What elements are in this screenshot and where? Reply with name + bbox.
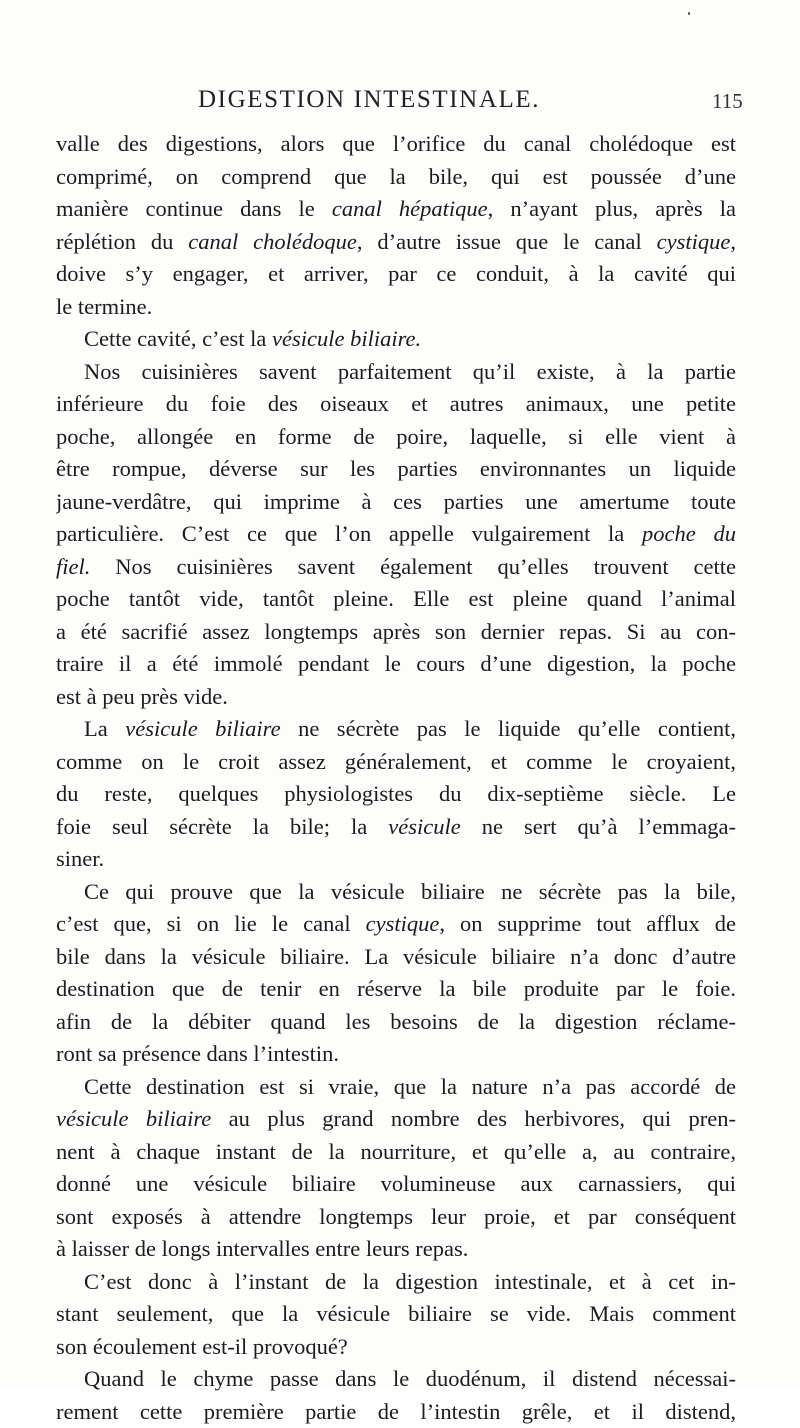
text-run: au plus grand nombre des herbivores, qui pren- bbox=[211, 1106, 736, 1131]
text-line bbox=[56, 193, 736, 226]
text-line bbox=[56, 1103, 736, 1136]
italic-term: vésicule biliaire. bbox=[272, 326, 421, 351]
text-line bbox=[56, 388, 736, 421]
italic-term: canal cholédoque bbox=[188, 229, 357, 254]
text-run: destination que de tenir en réserve la bile produite par le foie. bbox=[56, 976, 736, 1001]
italic-term: cystique bbox=[657, 229, 731, 254]
text-run: foie seul sécrète la bile; la bbox=[56, 814, 388, 839]
text-run: , n’ayant plus, après la bbox=[488, 196, 736, 221]
italic-term: cystique bbox=[366, 911, 440, 936]
paper-speck bbox=[688, 12, 690, 15]
text-line bbox=[56, 908, 736, 941]
text-line bbox=[56, 128, 736, 161]
text-run: poche, allongée en forme de poire, laquelle, si elle vient à bbox=[56, 424, 736, 449]
text-line bbox=[56, 486, 736, 519]
text-run: , on supprime tout afflux de bbox=[439, 911, 736, 936]
italic-term: canal hépatique bbox=[332, 196, 488, 221]
text-run: comprimé, on comprend que la bile, qui est poussée d’une bbox=[56, 164, 736, 189]
text-line bbox=[56, 778, 736, 811]
text-line bbox=[56, 1266, 736, 1299]
text-line bbox=[56, 1136, 736, 1169]
text-line bbox=[56, 291, 736, 324]
text-run: bile dans la vésicule biliaire. La vésicule biliaire n’a donc d’autre bbox=[56, 944, 736, 969]
text-run: Nos cuisinières savent également qu’elles trouvent cette bbox=[90, 554, 736, 579]
body-text bbox=[56, 128, 736, 1428]
text-line bbox=[56, 681, 736, 714]
italic-term: poche du bbox=[642, 521, 736, 546]
text-run: jaune-verdâtre, qui imprime à ces parties une amertume toute bbox=[56, 489, 736, 514]
page-number: 115 bbox=[712, 89, 743, 114]
text-run: a été sacrifié assez longtemps après son dernier repas. Si au con- bbox=[56, 619, 736, 644]
text-run: ront sa présence dans l’intestin. bbox=[56, 1041, 339, 1066]
italic-term: fiel. bbox=[56, 554, 90, 579]
italic-term: vésicule biliaire bbox=[125, 716, 280, 741]
text-run: stant seulement, que la vésicule biliaire se vide. Mais comment bbox=[56, 1301, 736, 1326]
text-run: le termine. bbox=[56, 294, 152, 319]
text-run: Ce qui prouve que la vésicule biliaire ne sécrète pas la bile, bbox=[84, 879, 736, 904]
text-line bbox=[56, 616, 736, 649]
text-line bbox=[56, 421, 736, 454]
text-run: afin de la débiter quand les besoins de la digestion réclame- bbox=[56, 1009, 736, 1034]
text-line bbox=[56, 843, 736, 876]
text-run: siner. bbox=[56, 846, 104, 871]
text-line bbox=[56, 1298, 736, 1331]
text-run: être rompue, déverse sur les parties environnantes un liquide bbox=[56, 456, 736, 481]
text-line bbox=[56, 876, 736, 909]
text-line bbox=[56, 1006, 736, 1039]
text-line bbox=[56, 518, 736, 551]
text-run: manière continue dans le bbox=[56, 196, 332, 221]
text-run: son écoulement est-il provoqué? bbox=[56, 1334, 348, 1359]
text-run: particulière. C’est ce que l’on appelle vulgairement la bbox=[56, 521, 642, 546]
text-line bbox=[56, 1233, 736, 1266]
text-line bbox=[56, 226, 736, 259]
text-line bbox=[56, 1168, 736, 1201]
text-line bbox=[56, 648, 736, 681]
text-line bbox=[56, 1201, 736, 1234]
text-run: comme on le croit assez généralement, et comme le croyaient, bbox=[56, 749, 736, 774]
text-line bbox=[56, 941, 736, 974]
text-line bbox=[56, 713, 736, 746]
text-line bbox=[56, 1396, 736, 1428]
text-line bbox=[56, 323, 736, 356]
text-run: Cette destination est si vraie, que la nature n’a pas accordé de bbox=[84, 1074, 736, 1099]
text-line bbox=[56, 973, 736, 1006]
text-run: donné une vésicule biliaire volumineuse aux carnassiers, qui bbox=[56, 1171, 736, 1196]
text-run: traire il a été immolé pendant le cours d’une digestion, la poche bbox=[56, 651, 736, 676]
text-run: C’est donc à l’instant de la digestion intestinale, et à cet in- bbox=[84, 1269, 736, 1294]
text-run: ne sert qu’à l’emmaga- bbox=[461, 814, 736, 839]
text-run: rement cette première partie de l’intestin grêle, et il distend, bbox=[56, 1399, 736, 1424]
text-run: du reste, quelques physiologistes du dix-septième siècle. Le bbox=[56, 781, 736, 806]
text-run: ne sécrète pas le liquide qu’elle contient, bbox=[281, 716, 736, 741]
running-title: DIGESTION INTESTINALE. bbox=[198, 86, 540, 114]
text-run: réplétion du bbox=[56, 229, 188, 254]
text-line bbox=[56, 356, 736, 389]
italic-term: vésicule bbox=[388, 814, 460, 839]
text-run: La bbox=[84, 716, 125, 741]
text-run: poche tantôt vide, tantôt pleine. Elle est pleine quand l’animal bbox=[56, 586, 736, 611]
text-run: à laisser de longs intervalles entre leurs repas. bbox=[56, 1236, 468, 1261]
text-run: doive s’y engager, et arriver, par ce conduit, à la cavité qui bbox=[56, 261, 736, 286]
text-line bbox=[56, 811, 736, 844]
text-line bbox=[56, 453, 736, 486]
text-run: c’est que, si on lie le canal bbox=[56, 911, 366, 936]
text-line bbox=[56, 1038, 736, 1071]
text-run: inférieure du foie des oiseaux et autres animaux, une petite bbox=[56, 391, 736, 416]
text-run: Cette cavité, c’est la bbox=[84, 326, 272, 351]
text-line bbox=[56, 161, 736, 194]
text-run: , d’autre issue que le canal bbox=[357, 229, 657, 254]
text-line bbox=[56, 258, 736, 291]
text-line bbox=[56, 1071, 736, 1104]
text-run: valle des digestions, alors que l’orifice du canal cholédoque est bbox=[56, 131, 736, 156]
italic-term: vésicule biliaire bbox=[56, 1106, 211, 1131]
text-run: est à peu près vide. bbox=[56, 684, 228, 709]
text-run: sont exposés à attendre longtemps leur proie, et par conséquent bbox=[56, 1204, 736, 1229]
running-head bbox=[0, 86, 800, 126]
text-run: Quand le chyme passe dans le duodénum, il distend nécessai- bbox=[84, 1366, 736, 1391]
text-line bbox=[56, 583, 736, 616]
text-line bbox=[56, 1363, 736, 1396]
text-line bbox=[56, 746, 736, 779]
text-line bbox=[56, 551, 736, 584]
text-run: , bbox=[730, 229, 736, 254]
text-line bbox=[56, 1331, 736, 1364]
text-run: nent à chaque instant de la nourriture, et qu’elle a, au contraire, bbox=[56, 1139, 736, 1164]
text-run: Nos cuisinières savent parfaitement qu’il existe, à la partie bbox=[84, 359, 736, 384]
